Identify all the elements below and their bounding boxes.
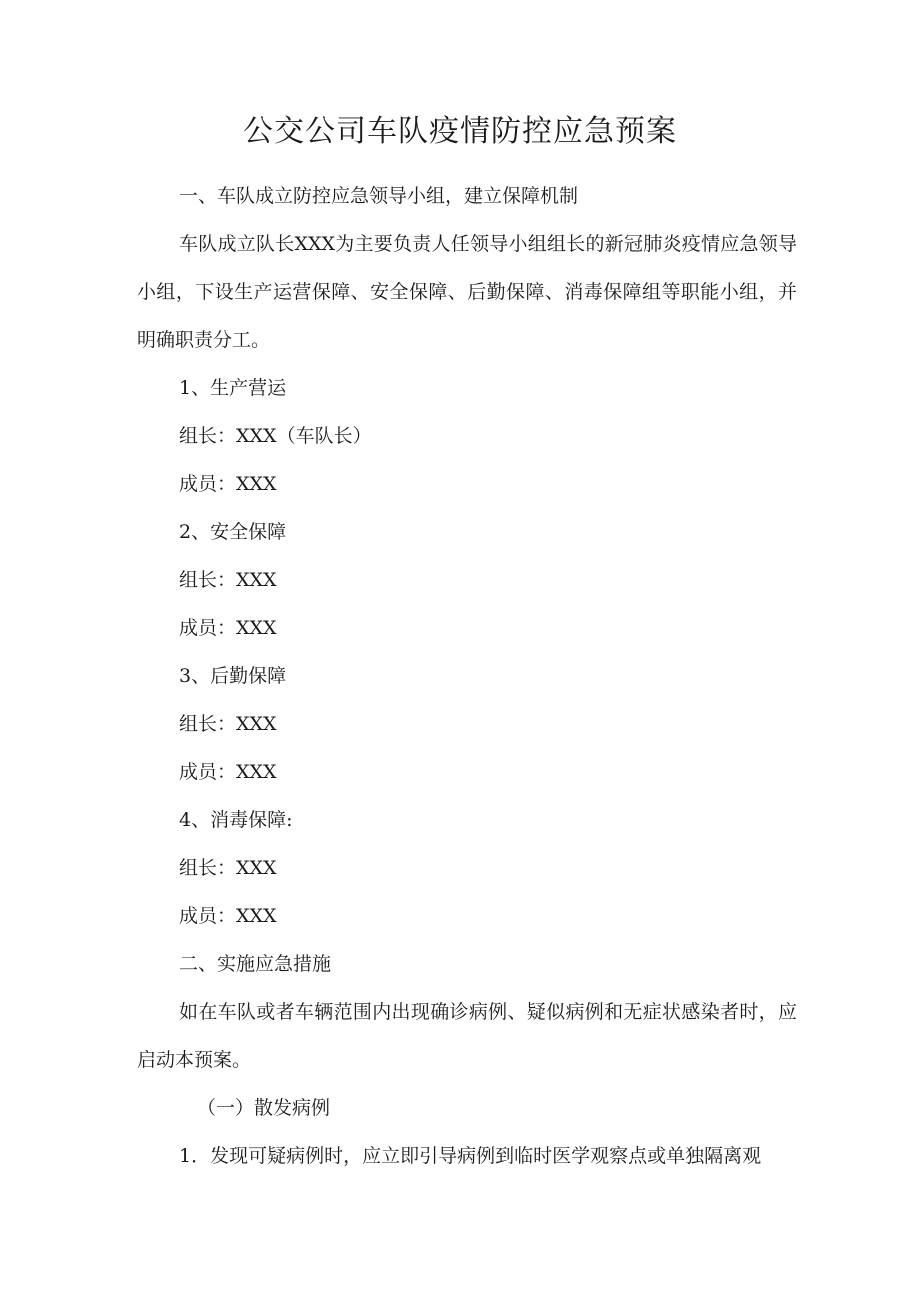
paragraph-leadership-group: 车队成立队长XXX为主要负责人任领导小组组长的新冠肺炎疫情应急领导小组，下设生产运营保障、安全保障、后勤保障、消毒保障组等职能小组，并明确职责分工。 bbox=[137, 233, 797, 351]
item-heading-disinfection: 4、消毒保障: bbox=[179, 809, 293, 831]
item-leader-production: 组长：XXX（车队长） bbox=[179, 425, 372, 447]
paragraph-activation: 如在车队或者车辆范围内出现确诊病例、疑似病例和无症状感染者时，应启动本预案。 bbox=[137, 1001, 797, 1071]
item-heading-safety: 2、安全保障 bbox=[179, 521, 287, 543]
item-heading-logistics: 3、后勤保障 bbox=[179, 665, 287, 687]
item-leader-disinfection: 组长：XXX bbox=[179, 857, 277, 879]
item-members-safety: 成员：XXX bbox=[179, 617, 277, 639]
item-members-production: 成员：XXX bbox=[179, 473, 277, 495]
item-members-disinfection: 成员：XXX bbox=[179, 905, 277, 927]
section-heading-2: 二、实施应急措施 bbox=[179, 953, 332, 975]
section-heading-1: 一、车队成立防控应急领导小组，建立保障机制 bbox=[179, 185, 579, 207]
subsection-heading-sporadic: （一）散发病例 bbox=[197, 1097, 331, 1119]
item-leader-safety: 组长：XXX bbox=[179, 569, 277, 591]
paragraph-suspected-case: 1．发现可疑病例时，应立即引导病例到临时医学观察点或单独隔离观 bbox=[179, 1145, 762, 1167]
item-members-logistics: 成员：XXX bbox=[179, 761, 277, 783]
item-heading-production: 1、生产营运 bbox=[179, 377, 287, 399]
document-title: 公交公司车队疫情防控应急预案 bbox=[243, 114, 677, 149]
document-body bbox=[137, 172, 797, 1180]
item-leader-logistics: 组长：XXX bbox=[179, 713, 277, 735]
